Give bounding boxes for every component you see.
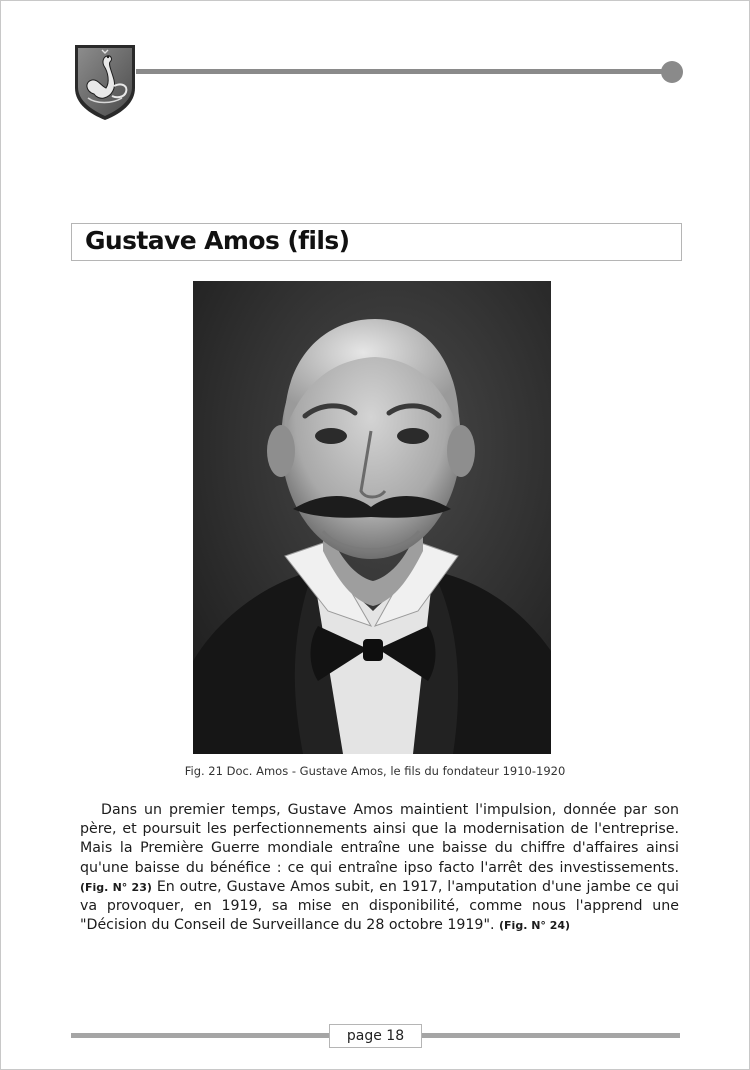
footer-rule-left — [71, 1033, 329, 1038]
heraldic-crest-icon — [72, 42, 138, 122]
portrait-photo — [193, 281, 551, 754]
figure-reference-24[interactable]: (Fig. N° 24) — [499, 919, 571, 933]
page-number: page 18 — [329, 1024, 422, 1048]
page-title: Gustave Amos (fils) — [85, 226, 350, 255]
figure-reference-23[interactable]: (Fig. N° 23) — [80, 880, 152, 894]
body-text-part-2: En outre, Gustave Amos subit, en 1917, l'amputation d'une jambe ce qui va provoquer, en 1919, sa mise en disponibilité, comme nous l'apprend une "Décision du Conseil de Surveillance du 28 octobre 1919". — [80, 878, 679, 934]
title-box — [71, 223, 682, 261]
figure-caption: Fig. 21 Doc. Amos - Gustave Amos, le fils du fondateur 1910-1920 — [184, 764, 566, 778]
footer-rule-right — [422, 1033, 680, 1038]
body-paragraph — [80, 801, 679, 935]
header-rule — [136, 69, 668, 74]
body-text-part-1: Dans un premier temps, Gustave Amos maintient l'impulsion, donnée par son père, et poursuit les perfectionnements ainsi que la modernisation de l'entreprise. Mais la Première Guerre mondiale entraîne une baisse du chiffre d'affaires ainsi qu'une baisse du bénéfice : ce qui entraîne ipso facto l'arrêt des investissements. — [80, 802, 679, 876]
header-dot — [661, 61, 683, 83]
